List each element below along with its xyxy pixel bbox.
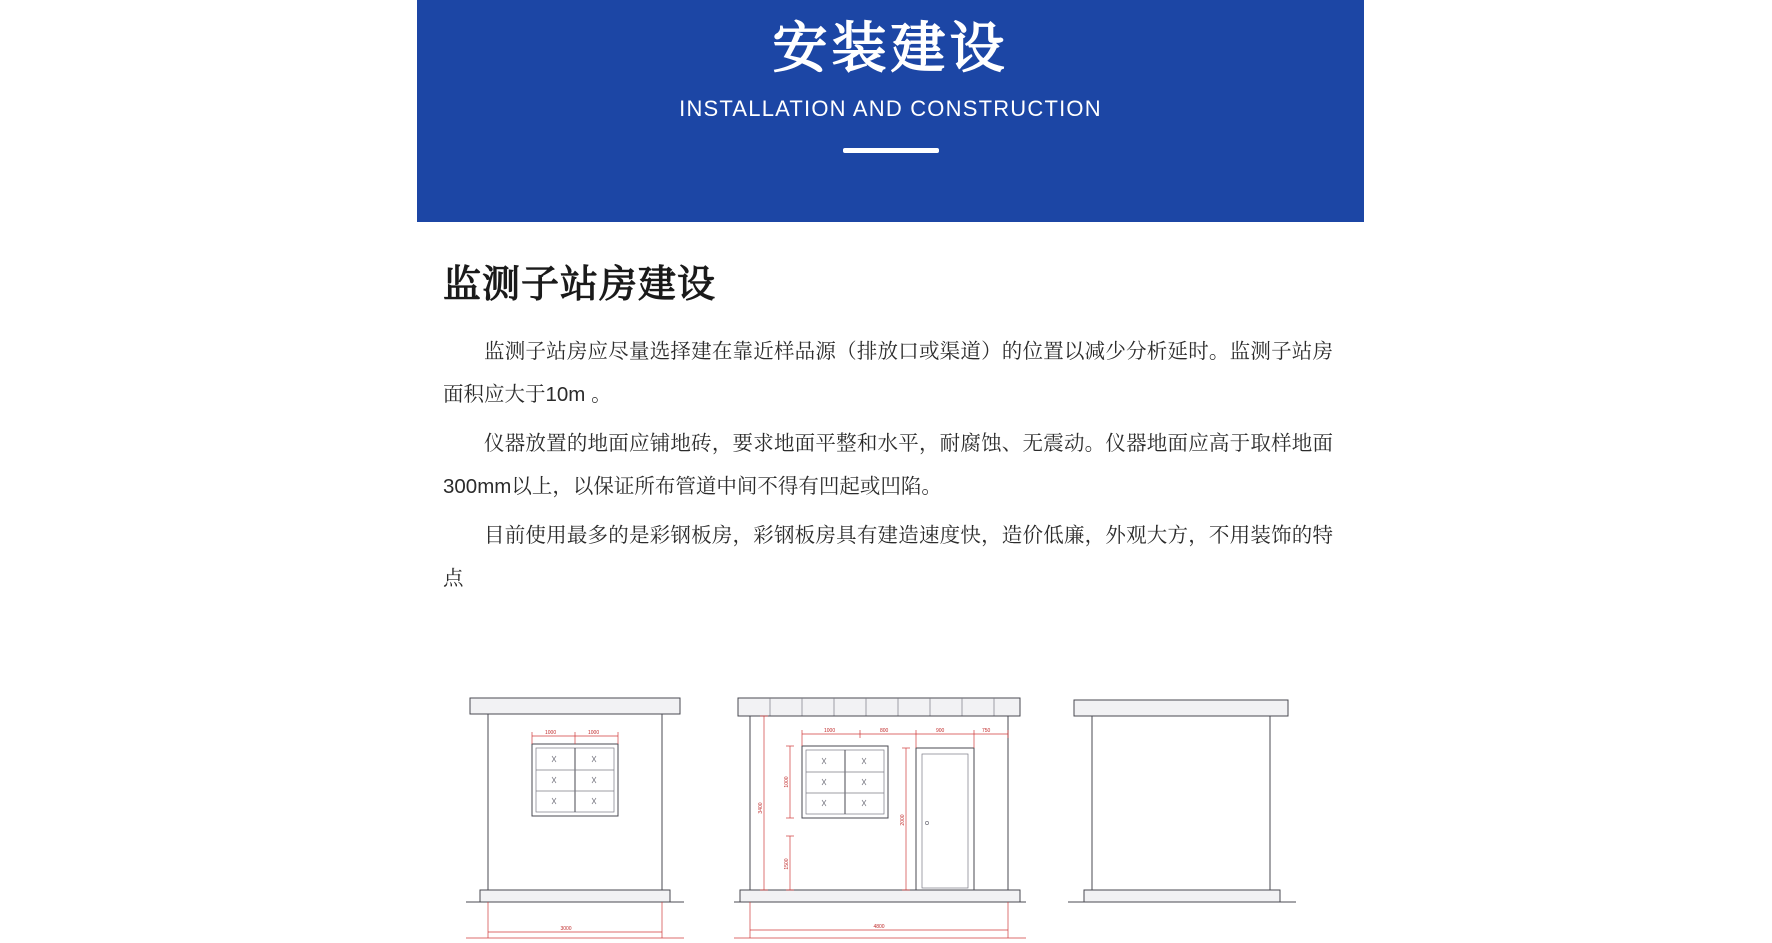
banner-title: 安装建设: [772, 17, 1009, 79]
dim-total-width-side: [750, 924, 1008, 930]
dim-label-seg-1: 1000: [824, 728, 836, 734]
rear-elevation-svg: [1060, 690, 1320, 943]
dim-label-sill-height: 1500: [784, 858, 790, 870]
banner-divider: [843, 148, 939, 153]
drawing-rear-elevation: [1060, 690, 1320, 943]
front-elevation-svg: [460, 690, 710, 943]
dim-label-height-total: 3400: [758, 802, 764, 814]
drawing-front-elevation: [460, 690, 710, 943]
dim-label-seg-3: 900: [936, 728, 945, 734]
dim-label-window-right: 1000: [588, 730, 600, 736]
dim-label-seg-4: 750: [982, 728, 991, 734]
banner-subtitle: INSTALLATION AND CONSTRUCTION: [679, 96, 1102, 121]
article-paragraph-1: 监测子站房应尽量选择建在靠近样品源（排放口或渠道）的位置以减少分析延时。监测子站房面积应大于10m 。: [443, 340, 1333, 406]
section-heading: 监测子站房建设: [443, 264, 717, 306]
article-paragraph-3: 目前使用最多的是彩钢板房，彩钢板房具有建造速度快，造价低廉，外观大方，不用装饰的特点: [443, 524, 1333, 590]
drawing-side-elevation: [730, 690, 1030, 943]
dim-label-door-height: 2000: [900, 814, 906, 826]
side-elevation-svg: [730, 690, 1030, 943]
dim-label-window-left: 1000: [545, 730, 557, 736]
dim-label-total-width: 3000: [560, 926, 572, 932]
page-banner: [417, 0, 1364, 222]
article-paragraph-2: 仪器放置的地面应铺地砖，要求地面平整和水平，耐腐蚀、无震动。仪器地面应高于取样地面300mm以上，以保证所布管道中间不得有凹起或凹陷。: [443, 432, 1333, 498]
dim-total-width: [488, 926, 662, 932]
dim-label-seg-2: 800: [880, 728, 889, 734]
dim-label-window-height: 1000: [784, 776, 790, 788]
article-body: [443, 258, 1333, 606]
dim-label-total-width-side: 4800: [873, 924, 885, 930]
drawings-row: [440, 690, 1340, 943]
